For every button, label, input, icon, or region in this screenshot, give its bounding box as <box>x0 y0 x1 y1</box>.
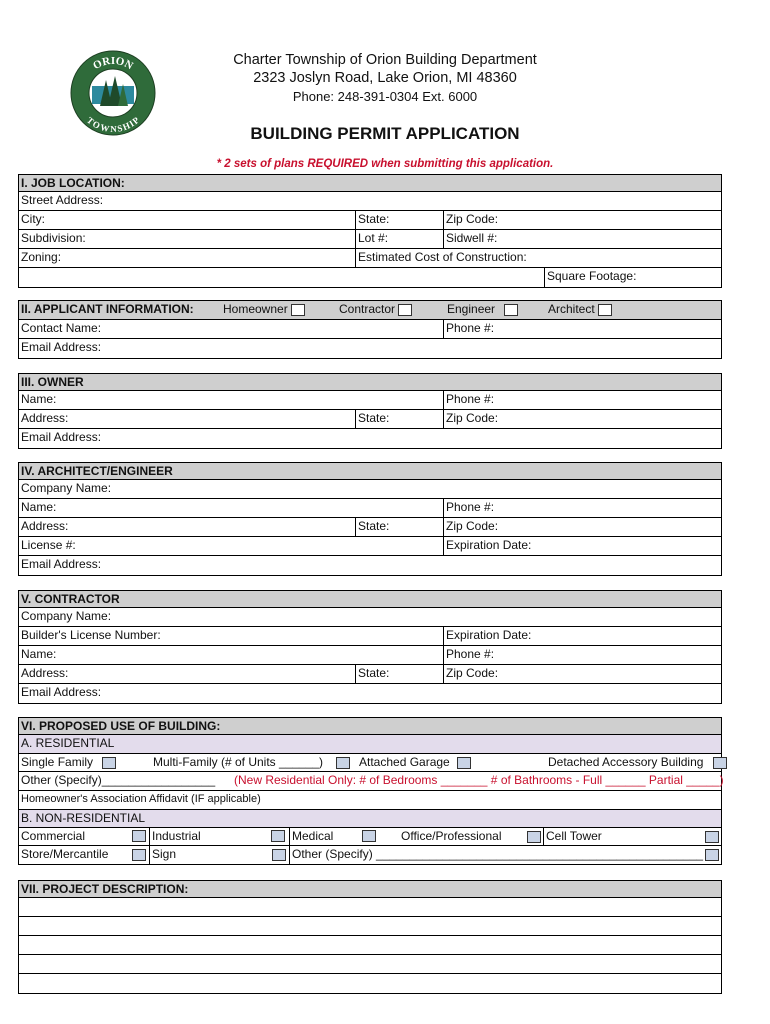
name-field[interactable]: Name: <box>21 500 57 514</box>
zoning-field[interactable]: Zoning: <box>21 250 62 264</box>
description-line[interactable] <box>19 955 721 974</box>
zip-field[interactable]: Zip Code: <box>443 211 498 229</box>
new-residential-note[interactable]: (New Residential Only: # of Bedrooms _______ # of Bathrooms - Full ______ Partial _____) <box>234 773 724 787</box>
multi-family-label: Multi-Family (# of Units ______) <box>153 755 324 769</box>
section-heading: II. APPLICANT INFORMATION: <box>21 302 194 316</box>
store-mercantile-label: Store/Mercantile <box>21 847 109 861</box>
section-heading: IV. ARCHITECT/ENGINEER <box>21 464 173 478</box>
residential-subheading: A. RESIDENTIAL <box>21 736 115 750</box>
multi-family-checkbox[interactable] <box>336 757 350 769</box>
license-field[interactable]: License #: <box>21 538 76 552</box>
section-applicant <box>18 300 722 359</box>
cell-tower-checkbox[interactable] <box>705 831 719 843</box>
sidwell-field[interactable]: Sidwell #: <box>443 230 497 248</box>
store-mercantile-checkbox[interactable] <box>132 849 146 861</box>
company-name-field[interactable]: Company Name: <box>21 481 112 495</box>
state-field[interactable]: State: <box>355 211 389 229</box>
phone-field[interactable]: Phone #: <box>443 499 494 517</box>
section-heading: I. JOB LOCATION: <box>21 176 125 190</box>
office-professional-label: Office/Professional <box>401 829 502 843</box>
state-field[interactable]: State: <box>355 665 389 683</box>
expiration-date-field[interactable]: Expiration Date: <box>443 537 531 555</box>
commercial-label: Commercial <box>21 829 86 843</box>
detached-accessory-label: Detached Accessory Building <box>548 755 704 769</box>
section-heading: V. CONTRACTOR <box>21 592 120 606</box>
engineer-label: Engineer <box>447 302 496 316</box>
zip-field[interactable]: Zip Code: <box>443 665 498 683</box>
org-name: Charter Township of Orion Building Department <box>233 52 537 68</box>
contractor-label: Contractor <box>339 302 396 316</box>
non-residential-subheading: B. NON-RESIDENTIAL <box>21 811 146 825</box>
square-footage-field[interactable]: Square Footage: <box>544 268 636 287</box>
description-line[interactable] <box>19 898 721 917</box>
description-line[interactable] <box>19 974 721 993</box>
city-field[interactable]: City: <box>21 212 45 226</box>
owner-name-field[interactable]: Name: <box>21 392 57 406</box>
industrial-label: Industrial <box>152 829 201 843</box>
zip-field[interactable]: Zip Code: <box>443 518 498 536</box>
logo-text-bottom: TOWNSHIP <box>84 114 142 135</box>
name-field[interactable]: Name: <box>21 647 57 661</box>
builders-license-field[interactable]: Builder's License Number: <box>21 628 161 642</box>
cell-tower-label: Cell Tower <box>546 829 602 843</box>
org-phone: Phone: 248-391-0304 Ext. 6000 <box>292 89 478 104</box>
attached-garage-label: Attached Garage <box>359 755 450 769</box>
section-architect-engineer <box>18 462 722 576</box>
phone-field[interactable]: Phone #: <box>443 320 494 338</box>
office-professional-checkbox[interactable] <box>527 831 541 843</box>
email-field[interactable]: Email Address: <box>21 557 102 571</box>
owner-state-field[interactable]: State: <box>355 410 389 428</box>
state-field[interactable]: State: <box>355 518 389 536</box>
owner-email-field[interactable]: Email Address: <box>21 430 102 444</box>
commercial-checkbox[interactable] <box>132 830 146 842</box>
sign-checkbox[interactable] <box>272 849 286 861</box>
company-name-field[interactable]: Company Name: <box>21 609 112 623</box>
plans-note: * 2 sets of plans REQUIRED when submitting this application. <box>216 158 554 170</box>
hoa-affidavit-label: Homeowner's Association Affidavit (IF applicable) <box>21 793 261 805</box>
estimated-cost-field[interactable]: Estimated Cost of Construction: <box>355 249 527 267</box>
page-title: BUILDING PERMIT APPLICATION <box>250 124 520 143</box>
lot-field[interactable]: Lot #: <box>355 230 388 248</box>
section-contractor <box>18 590 722 704</box>
homeowner-label: Homeowner <box>223 302 288 316</box>
owner-zip-field[interactable]: Zip Code: <box>443 410 498 428</box>
section-heading: VI. PROPOSED USE OF BUILDING: <box>21 719 221 733</box>
subdivision-field[interactable]: Subdivision: <box>21 231 86 245</box>
other-nonres-checkbox[interactable] <box>705 849 719 861</box>
owner-phone-field[interactable]: Phone #: <box>443 391 494 409</box>
owner-address-field[interactable]: Address: <box>21 411 69 425</box>
description-line[interactable] <box>19 936 721 955</box>
other-nonres-field[interactable]: Other (Specify) _________________________________________________ <box>289 846 703 864</box>
description-line[interactable] <box>19 917 721 936</box>
section-job-location <box>18 174 722 288</box>
single-family-checkbox[interactable] <box>102 757 116 769</box>
architect-label: Architect <box>548 302 595 316</box>
contact-name-field[interactable]: Contact Name: <box>21 321 102 335</box>
single-family-label: Single Family <box>21 755 94 769</box>
medical-checkbox[interactable] <box>362 830 376 842</box>
email-field[interactable]: Email Address: <box>21 685 102 699</box>
section-proposed-use <box>18 717 722 865</box>
address-field[interactable]: Address: <box>21 519 69 533</box>
sign-label: Sign <box>149 846 176 864</box>
email-field[interactable]: Email Address: <box>21 340 102 354</box>
medical-label: Medical <box>292 829 334 843</box>
attached-garage-checkbox[interactable] <box>457 757 471 769</box>
section-owner <box>18 373 722 449</box>
section-heading: III. OWNER <box>21 375 84 389</box>
logo-text-top: ORION <box>91 54 135 73</box>
industrial-checkbox[interactable] <box>271 830 285 842</box>
address-field[interactable]: Address: <box>21 666 69 680</box>
homeowner-checkbox[interactable] <box>291 304 305 316</box>
expiration-date-field[interactable]: Expiration Date: <box>443 627 531 645</box>
org-address: 2323 Joslyn Road, Lake Orion, MI 48360 <box>253 70 517 86</box>
phone-field[interactable]: Phone #: <box>443 646 494 664</box>
contractor-checkbox[interactable] <box>398 304 412 316</box>
section-project-description <box>18 880 722 994</box>
other-specify-field[interactable]: Other (Specify)_________________ <box>21 773 216 787</box>
detached-accessory-checkbox[interactable] <box>713 757 727 769</box>
section-heading: VII. PROJECT DESCRIPTION: <box>21 882 189 896</box>
architect-checkbox[interactable] <box>598 304 612 316</box>
engineer-checkbox[interactable] <box>504 304 518 316</box>
street-address-field[interactable]: Street Address: <box>21 193 104 207</box>
